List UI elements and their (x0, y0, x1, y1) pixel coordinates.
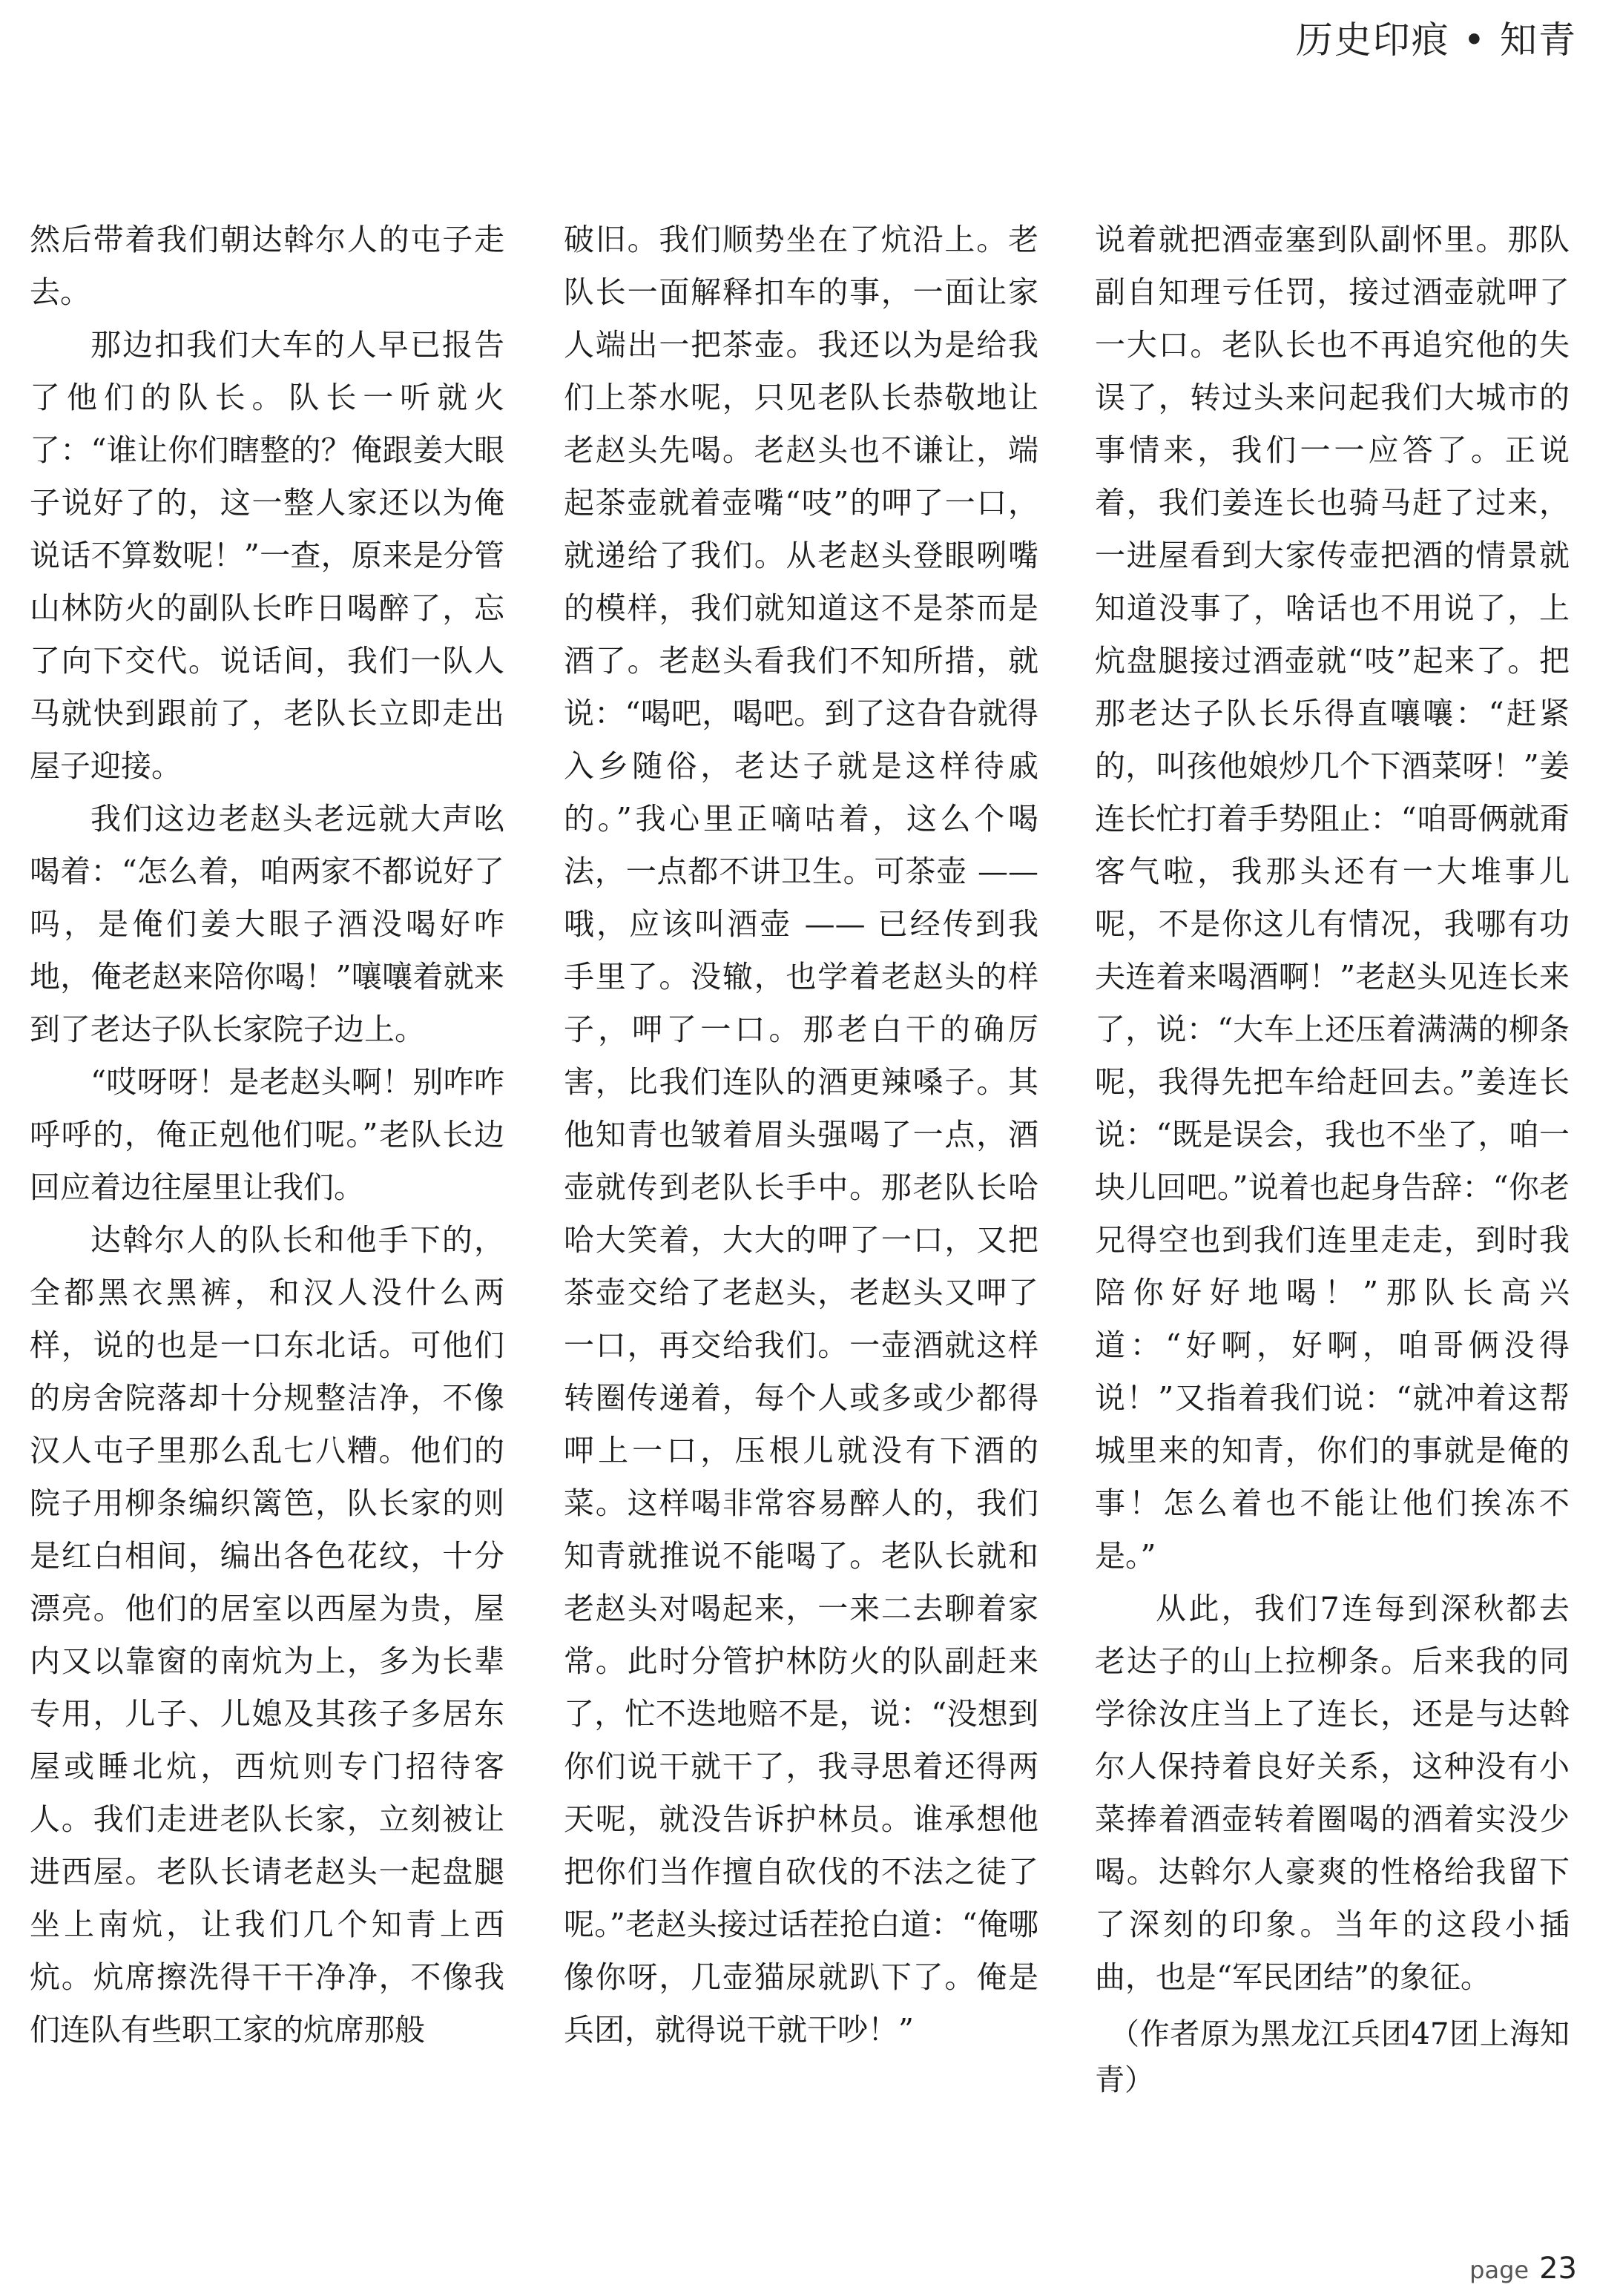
paragraph: 说着就把酒壶塞到队副怀里。那队副自知理亏任罚，接过酒壶就呷了一大口。老队长也不再追究他的失误了，转过头来问起我们大城市的事情来，我们一一应答了。正说着，我们姜连长也骑马赶了过来，一进屋看到大家传壶把酒的情景就知道没事了，啥话也不用说了，上炕盘腿接过酒壶就“吱”起来了。把那老达子队长乐得直嚷嚷：“赶紧的，叫孩他娘炒几个下酒菜呀！”姜连长忙打着手势阻止：“咱哥俩就甭客气啦，我那头还有一大堆事儿呢，不是你这儿有情况，我哪有功夫连着来喝酒啊！”老赵头见连长来了，说：“大车上还压着满满的柳条呢，我得先把车给赶回去。”姜连长说：“既是误会，我也不坐了，咱一块儿回吧。”说着也起身告辞：“你老兄得空也到我们连里走走，到时我陪你好好地喝！”那队长高兴道：“好啊，好啊，咱哥俩没得说！”又指着我们说：“就冲着这帮城里来的知青，你们的事就是俺的事！怎么着也不能让他们挨冻不是。” (1095, 222, 1570, 1574)
page-footer (1469, 2252, 1577, 2286)
page-number: 23 (1539, 2252, 1577, 2286)
text-column-3 (1095, 214, 1570, 2103)
paragraph: 从此，我们7连每到深秋都去老达子的山上拉柳条。后来我的同学徐汝庄当上了连长，还是与达斡尔人保持着良好关系，这种没有小菜捧着酒壶转着圈喝的酒着实没少喝。达斡尔人豪爽的性格给我留下了深刻的印象。当年的这段小插曲，也是“军民团结”的象征。 (1095, 1591, 1570, 1995)
paragraph: 然后带着我们朝达斡尔人的屯子走去。 (30, 222, 504, 310)
paragraph: 破旧。我们顺势坐在了炕沿上。老队长一面解释扣车的事，一面让家人端出一把茶壶。我还以为是给我们上茶水呢，只见老队长恭敬地让老赵头先喝。老赵头也不谦让，端起茶壶就着壶嘴“吱”的呷了一口，就递给了我们。从老赵头登眼咧嘴的模样，我们就知道这不是茶而是酒了。老赵头看我们不知所措，就说：“喝吧，喝吧。到了这旮旮就得入乡随俗，老达子就是这样待戚的。”我心里正嘀咕着，这么个喝法，一点都不讲卫生。可茶壶 —— 哦，应该叫酒壶 —— 已经传到我手里了。没辙，也学着老赵头的样子，呷了一口。那老白干的确厉害，比我们连队的酒更辣嗓子。其他知青也皱着眉头强喝了一点，酒壶就传到老队长手中。那老队长哈哈大笑着，大大的呷了一口，又把茶壶交给了老赵头，老赵头又呷了一口，再交给我们。一壶酒就这样转圈传递着，每个人或多或少都得呷上一口，压根儿就没有下酒的菜。这样喝非常容易醉人的，我们知青就推说不能喝了。老队长就和老赵头对喝起来，一来二去聊着家常。此时分管护林防火的队副赶来了，忙不迭地赔不是，说：“没想到你们说干就干了，我寻思着还得两天呢，就没告诉护林员。谁承想他把你们当作擅自砍伐的不法之徒了呢。”老赵头接过话茬抢白道：“俺哪像你呀，几壶猫尿就趴下了。俺是兵团，就得说干就干吵！” (564, 222, 1038, 2048)
section-header: 历史印痕 • 知青 (1295, 19, 1577, 62)
author-note: （作者原为黑龙江兵团47团上海知青） (1095, 2017, 1570, 2097)
text-column-2 (564, 214, 1038, 2056)
paragraph: “哎呀呀！是老赵头啊！别咋咋呼呼的，俺正剋他们呢。”老队长边回应着边往屋里让我们。 (30, 1064, 504, 1205)
paragraph: 达斡尔人的队长和他手下的，全都黑衣黑裤，和汉人没什么两样，说的也是一口东北话。可他们的房舍院落却十分规整洁净，不像汉人屯子里那么乱七八糟。他们的院子用柳条编织篱笆，队长家的则是红白相间，编出各色花纹，十分漂亮。他们的居室以西屋为贵，屋内又以靠窗的南炕为上，多为长辈专用，儿子、儿媳及其孩子多居东屋或睡北炕，西炕则专门招待客人。我们走进老队长家，立刻被让进西屋。老队长请老赵头一起盘腿坐上南炕，让我们几个知青上西炕。炕席擦洗得干干净净，不像我们连队有些职工家的炕席那般 (30, 1222, 504, 2048)
text-column-1 (30, 214, 504, 2056)
page-label: page (1469, 2256, 1530, 2284)
paragraph: 那边扣我们大车的人早已报告了他们的队长。队长一听就火了：“谁让你们瞎整的？俺跟姜大眼子说好了的，这一整人家还以为俺说话不算数呢！”一查，原来是分管山林防火的副队长昨日喝醉了，忘了向下交代。说话间，我们一队人马就快到跟前了，老队长立即走出屋子迎接。 (30, 327, 504, 784)
paragraph: 我们这边老赵头老远就大声吆喝着：“怎么着，咱两家不都说好了吗，是俺们姜大眼子酒没喝好咋地，俺老赵来陪你喝！”嚷嚷着就来到了老达子队长家院子边上。 (30, 801, 504, 1047)
